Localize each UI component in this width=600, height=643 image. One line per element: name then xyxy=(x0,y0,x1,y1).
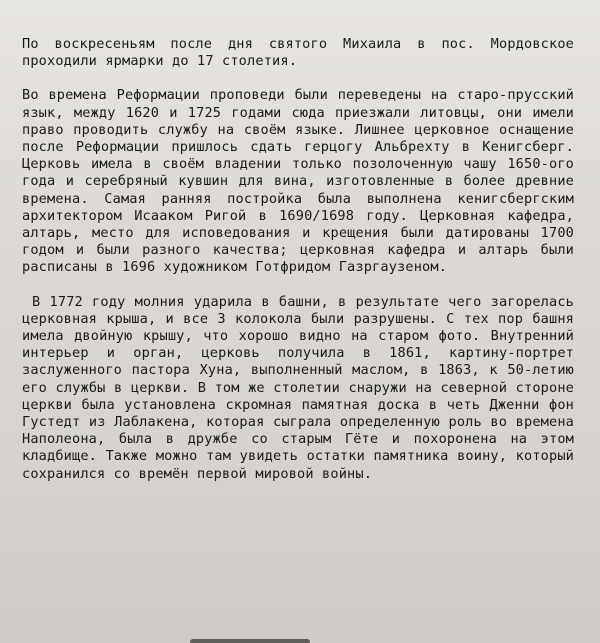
page-edge-shadow xyxy=(190,639,310,643)
paragraph-fairs: По воскресеньям после дня святого Михаила в пос. Мордовское проходили ярмарки до 17 столетия. xyxy=(22,36,574,70)
paragraph-lightning: В 1772 году молния ударила в башни, в результате чего загорелась церковная крыша, и все 3 колокола были разрушены. С тех пор башня имела двойную крышу, что хорошо видно на старом фото. Внутренний интерьер и орган, церковь получила в 1861, картину-портрет заслуженного пастора Хуна, выполненный маслом, в 1863, к 50-летию его службы в церкви. В том же столетии снаружи на северной стороне церкви была установлена скромная памятная доска в четь Дженни фон Густедт из Лаблакена, которая сыграла определенную роль во времена Наполеона, была в дружбе со старым Гёте и похоронена на этом кладбище. Также можно там увидеть остатки памятника воину, который сохранился со времён первой мировой войны. xyxy=(22,293,574,482)
paragraph-reformation: Во времена Реформации проповеди были переведены на старо-прусский язык, между 1620 и 1725 годами сюда приезжали литовцы, они имели право проводить службу на своём языке. Лишнее церковное оснащение после Реформации пришлось сдать герцогу Альбрехту в Кенигсберг. Церковь имела в своём владении только позолоченную чашу 1650-ого года и серебряный кувшин для вина, изготовленные в более древние времена. Самая ранняя постройка была выполнена кенигсбергским архитектором Исааком Ригой в 1690/1698 году. Церковная кафедра, алтарь, место для исповедования и крещения были датированы 1700 годом и были разного качества; церковная кафедра и алтарь были расписаны в 1696 художником Готфридом Газргаузеном. xyxy=(22,87,574,276)
